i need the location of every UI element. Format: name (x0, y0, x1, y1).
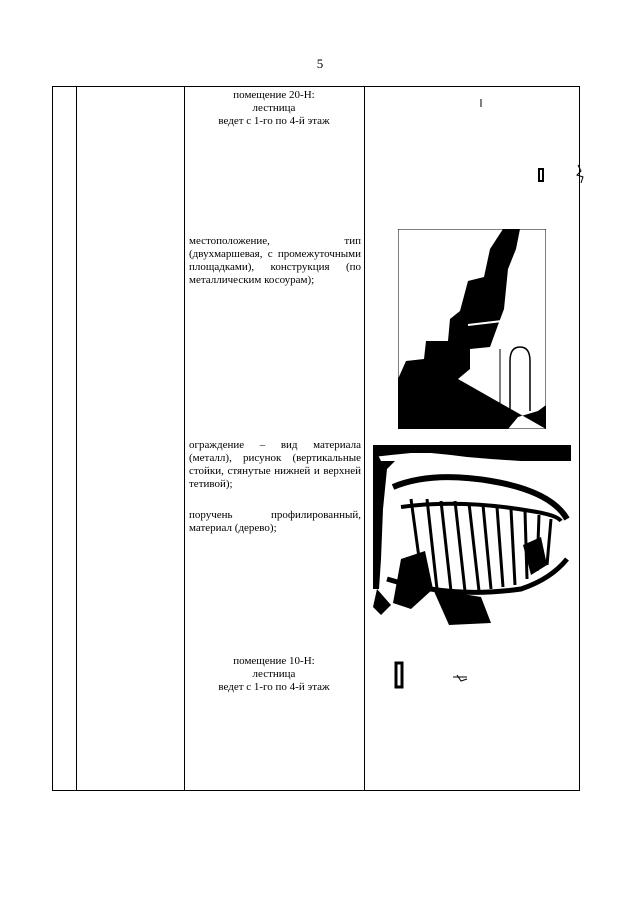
description-table (52, 86, 580, 791)
page-number: 5 (316, 56, 324, 71)
stair-description: местоположение, тип (двухмаршевая, с промежуточными площадками), конструкция (по металлическим косоурам); (189, 235, 361, 286)
photo-fragment (393, 661, 493, 701)
room-20-floors: ведет с 1-го по 4-й этаж (218, 115, 330, 127)
room-20-block (185, 89, 363, 128)
stair-photo (398, 229, 546, 429)
room-10-name: лестница (252, 668, 296, 680)
railing-description: ограждение – вид материала (металл), рисунок (вертикальные стойки, стянутые нижней и верхней тетивой); (189, 439, 361, 490)
column-divider (76, 87, 77, 790)
room-10-block (185, 655, 363, 694)
room-10-label: помещение 10-Н: (233, 655, 315, 667)
room-20-label: помещение 20-Н: (233, 89, 315, 101)
room-20-name: лестница (252, 102, 296, 114)
handrail-description: поручень профилированный, материал (дерево); (189, 509, 361, 534)
room-10-floors: ведет с 1-го по 4-й этаж (218, 681, 330, 693)
column-divider (364, 87, 365, 790)
railing-photo (371, 439, 571, 629)
photo-fragment (473, 99, 593, 189)
